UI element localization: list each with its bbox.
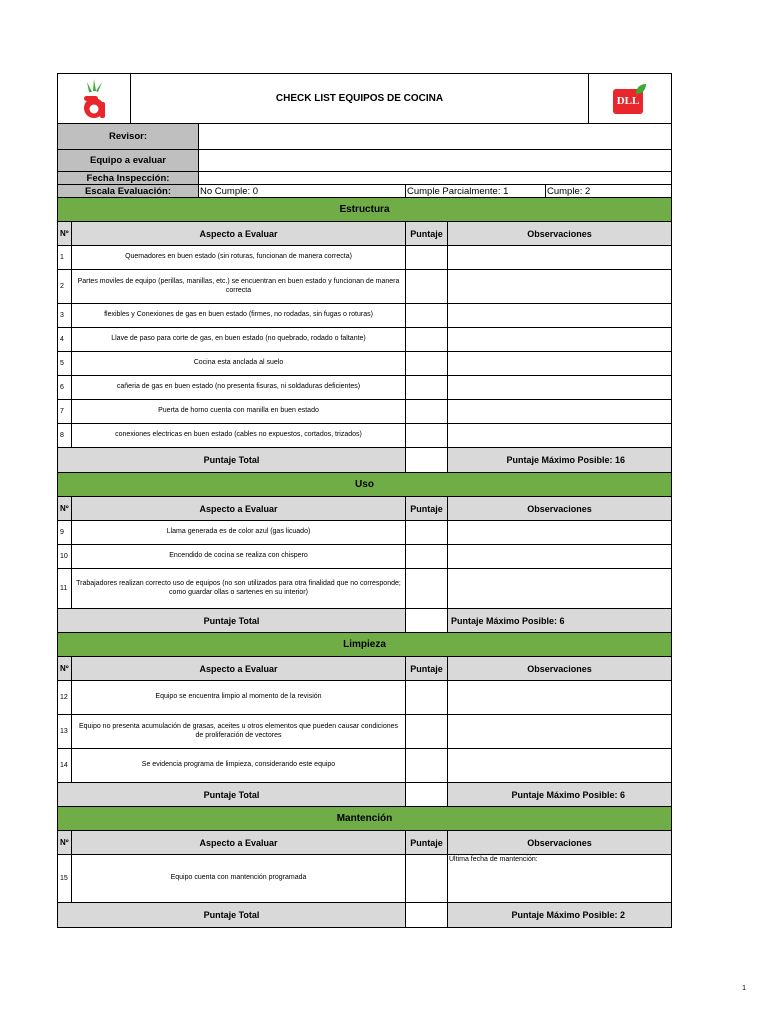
item-observations-field[interactable] (448, 545, 671, 568)
item-score-field[interactable] (406, 569, 448, 608)
column-header-aspecto: Aspecto a Evaluar (72, 657, 406, 680)
total-row (58, 783, 671, 807)
item-observations-field[interactable] (448, 400, 671, 423)
fecha-label: Fecha Inspección: (58, 172, 199, 184)
column-header-observaciones: Observaciones (448, 222, 671, 245)
fecha-row (58, 172, 671, 185)
column-header-row (58, 497, 671, 521)
dll-logo-icon (613, 83, 647, 115)
item-score-field[interactable] (406, 328, 448, 351)
item-aspect: Quemadores en buen estado (sin roturas, funcionan de manera correcta) (72, 246, 406, 269)
item-observations-field[interactable]: Ultima fecha de mantención: (449, 856, 538, 863)
page-number: 1 (742, 985, 746, 992)
item-number: 13 (58, 715, 72, 748)
section-header (58, 807, 671, 831)
revisor-label: Revisor: (58, 124, 199, 149)
item-number: 4 (58, 328, 72, 351)
item-number: 5 (58, 352, 72, 375)
page-title: CHECK LIST EQUIPOS DE COCINA (131, 74, 589, 123)
table-row (58, 376, 671, 400)
table-row (58, 328, 671, 352)
item-number: 1 (58, 246, 72, 269)
total-row (58, 448, 671, 473)
item-number: 14 (58, 749, 72, 782)
item-aspect: Trabajadores realizan correcto uso de equipos (no son utilizados para otra finalidad que no corresponde; como guardar ollas o sartenes en su interior) (72, 569, 406, 608)
item-number: 7 (58, 400, 72, 423)
item-number: 3 (58, 304, 72, 327)
dll-logo (589, 74, 671, 123)
total-label: Puntaje Total (58, 903, 406, 927)
item-number: 2 (58, 270, 72, 303)
column-header-puntaje: Puntaje (406, 497, 448, 520)
item-score-field[interactable] (406, 749, 448, 782)
total-label: Puntaje Total (58, 783, 406, 806)
item-score-field[interactable] (406, 304, 448, 327)
item-number: 10 (58, 545, 72, 568)
column-header-num: Nº (58, 222, 72, 245)
section-header (58, 198, 671, 222)
item-aspect: cañeria de gas en buen estado (no presenta fisuras, ni soldaduras deficientes) (72, 376, 406, 399)
total-score-field[interactable] (406, 903, 448, 927)
item-number: 15 (58, 855, 72, 902)
equipo-row (58, 150, 671, 172)
escala-row (58, 185, 671, 198)
item-observations-field[interactable] (448, 521, 671, 544)
item-observations-field[interactable] (448, 749, 671, 782)
column-header-num: Nº (58, 831, 72, 854)
section-title: Estructura (58, 198, 671, 221)
revisor-field[interactable] (199, 124, 671, 149)
total-score-field[interactable] (406, 783, 448, 806)
column-header-aspecto: Aspecto a Evaluar (72, 497, 406, 520)
no-cumple-label: No Cumple: 0 (199, 185, 406, 197)
column-header-puntaje: Puntaje (406, 657, 448, 680)
item-observations-field[interactable] (448, 376, 671, 399)
column-header-row (58, 657, 671, 681)
item-number: 8 (58, 424, 72, 447)
item-observations-field[interactable] (448, 270, 671, 303)
column-header-puntaje: Puntaje (406, 831, 448, 854)
total-row (58, 903, 671, 927)
item-aspect: Puerta de horno cuenta con manilla en buen estado (72, 400, 406, 423)
table-row (58, 400, 671, 424)
item-score-field[interactable] (406, 715, 448, 748)
item-aspect: Llama generada es de color azul (gas licuado) (72, 521, 406, 544)
company-logo (58, 74, 131, 123)
item-observations-field[interactable] (448, 246, 671, 269)
table-row (58, 521, 671, 545)
total-label: Puntaje Total (58, 448, 406, 472)
apple-a-logo-icon (74, 76, 114, 122)
max-score-label: Puntaje Máximo Posible: 16 (448, 448, 671, 472)
item-aspect: flexibles y Conexiones de gas en buen estado (firmes, no rodadas, sin fugas o roturas) (72, 304, 406, 327)
item-aspect: Equipo se encuentra limpio al momento de la revisión (72, 681, 406, 714)
table-row (58, 545, 671, 569)
dll-logo-text: DLL (613, 89, 643, 114)
item-observations-field[interactable] (448, 328, 671, 351)
item-score-field[interactable] (406, 352, 448, 375)
item-score-field[interactable] (406, 681, 448, 714)
item-observations-field[interactable] (448, 304, 671, 327)
total-score-field[interactable] (406, 448, 448, 472)
table-row (58, 855, 671, 903)
item-aspect: Cocina esta anclada al suelo (72, 352, 406, 375)
item-number: 9 (58, 521, 72, 544)
section-header (58, 473, 671, 497)
item-observations-field[interactable] (448, 352, 671, 375)
column-header-observaciones: Observaciones (448, 657, 671, 680)
item-score-field[interactable] (406, 376, 448, 399)
item-score-field[interactable] (406, 400, 448, 423)
item-aspect: Llave de paso para corte de gas, en buen estado (no quebrado, rodado o faltante) (72, 328, 406, 351)
item-score-field[interactable] (406, 855, 448, 902)
table-row (58, 270, 671, 304)
checklist-sheet (57, 73, 672, 928)
item-aspect: Encendido de cocina se realiza con chispero (72, 545, 406, 568)
table-row (58, 246, 671, 270)
item-aspect: Equipo cuenta con mantención programada (72, 855, 406, 902)
item-score-field[interactable] (406, 270, 448, 303)
item-observations-field[interactable] (448, 681, 671, 714)
total-score-field[interactable] (406, 609, 448, 632)
section-title: Limpieza (58, 633, 671, 656)
item-score-field[interactable] (406, 545, 448, 568)
column-header-aspecto: Aspecto a Evaluar (72, 222, 406, 245)
item-observations-field[interactable] (448, 569, 671, 608)
table-row (58, 569, 671, 609)
sections-container (58, 198, 671, 927)
total-label: Puntaje Total (58, 609, 406, 632)
revisor-row (58, 124, 671, 150)
item-number: 11 (58, 569, 72, 608)
cumple-parcial-label: Cumple Parcialmente: 1 (406, 185, 546, 197)
item-score-field[interactable] (406, 424, 448, 447)
item-number: 12 (58, 681, 72, 714)
item-aspect: Equipo no presenta acumulación de grasas, aceites u otros elementos que pueden causar condiciones de proliferación de vectores (72, 715, 406, 748)
max-score-label: Puntaje Máximo Posible: 6 (448, 609, 671, 632)
item-score-field[interactable] (406, 521, 448, 544)
section-header (58, 633, 671, 657)
column-header-observaciones: Observaciones (448, 831, 671, 854)
item-aspect: conexiones electricas en buen estado (cables no expuestos, cortados, trizados) (72, 424, 406, 447)
header-row (58, 74, 671, 124)
section-title: Mantención (58, 807, 671, 830)
item-number: 6 (58, 376, 72, 399)
item-aspect: Partes moviles de equipo (perillas, manillas, etc.) se encuentran en buen estado y funcionan de manera correcta (72, 270, 406, 303)
max-score-label: Puntaje Máximo Posible: 2 (448, 903, 671, 927)
item-score-field[interactable] (406, 246, 448, 269)
cumple-label: Cumple: 2 (547, 185, 591, 197)
section-title: Uso (58, 473, 671, 496)
table-row (58, 749, 671, 783)
total-row (58, 609, 671, 633)
item-observations-field[interactable] (448, 424, 671, 447)
fecha-field[interactable] (199, 172, 671, 184)
column-header-row (58, 831, 671, 855)
table-row (58, 681, 671, 715)
table-row (58, 352, 671, 376)
column-header-num: Nº (58, 657, 72, 680)
equipo-label: Equipo a evaluar (58, 150, 199, 171)
item-aspect: Se evidencia programa de limpieza, considerando este equipo (72, 749, 406, 782)
item-observations-field[interactable] (448, 715, 671, 748)
table-row (58, 304, 671, 328)
equipo-field[interactable] (199, 150, 671, 171)
table-row (58, 424, 671, 448)
column-header-num: Nº (58, 497, 72, 520)
column-header-observaciones: Observaciones (448, 497, 671, 520)
column-header-puntaje: Puntaje (406, 222, 448, 245)
leaf-icon (635, 83, 647, 95)
column-header-aspecto: Aspecto a Evaluar (72, 831, 406, 854)
table-row (58, 715, 671, 749)
escala-label: Escala Evaluación: (58, 185, 199, 197)
max-score-label: Puntaje Máximo Posible: 6 (448, 783, 671, 806)
column-header-row (58, 222, 671, 246)
